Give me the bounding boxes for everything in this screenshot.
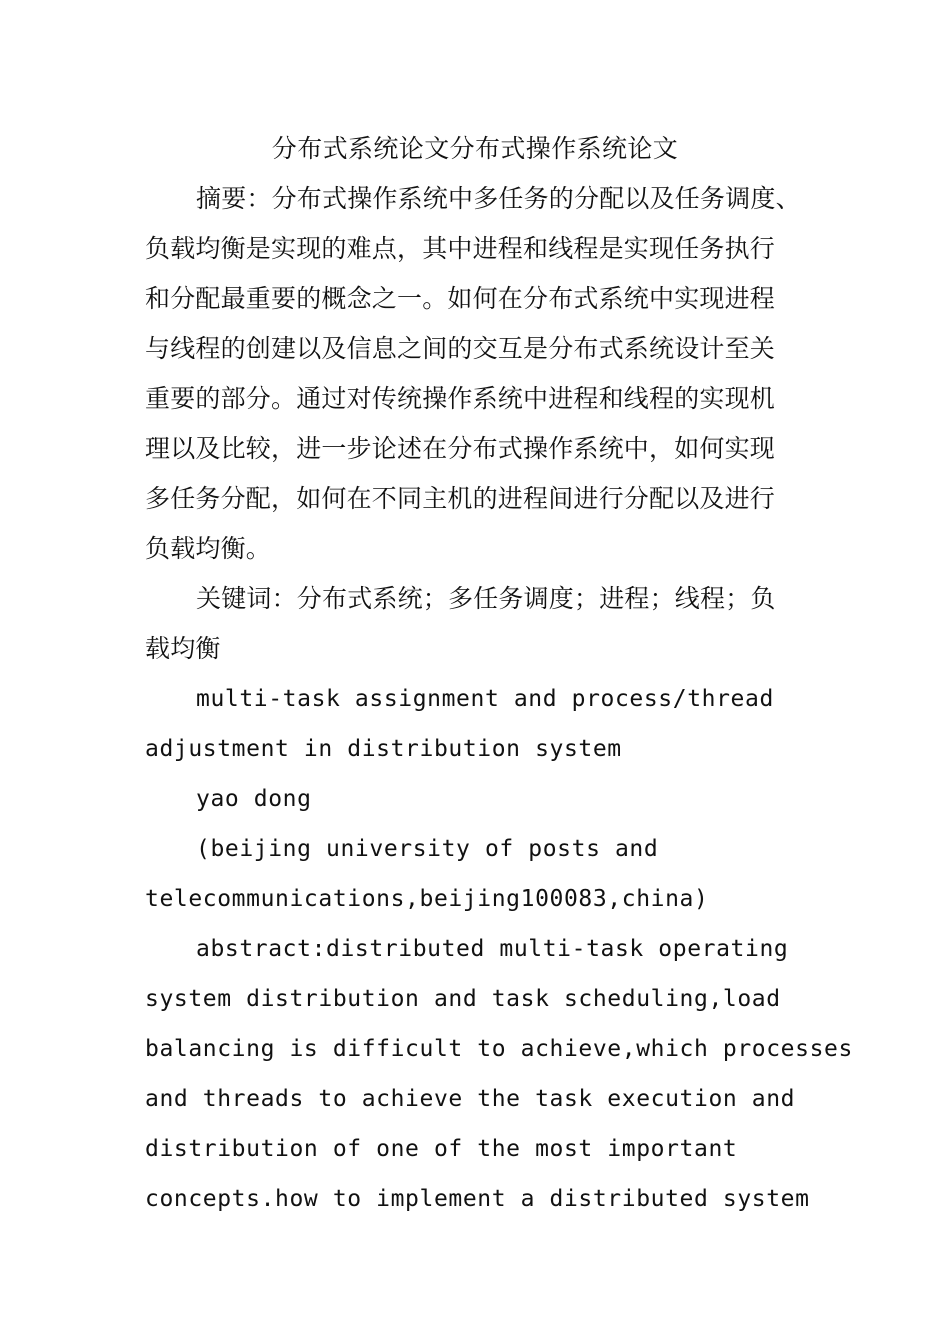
english-title-line: multi-task assignment and process/thread <box>196 686 774 712</box>
affiliation-line: telecommunications,beijing100083,china) <box>145 886 709 912</box>
abstract-cn-line: 多任务分配，如何在不同主机的进程间进行分配以及进行 <box>145 484 776 513</box>
abstract-cn-line: 重要的部分。通过对传统操作系统中进程和线程的实现机 <box>145 384 776 413</box>
abstract-cn-line: 负载均衡是实现的难点，其中进程和线程是实现任务执行 <box>145 234 776 263</box>
page-title: 分布式系统论文分布式操作系统论文 <box>271 134 679 163</box>
affiliation-line: (beijing university of posts and <box>196 836 659 862</box>
abstract-en-line: concepts.how to implement a distributed system <box>145 1186 810 1212</box>
abstract-en-line: and threads to achieve the task execution and <box>145 1086 796 1112</box>
keywords-cn-line: 载均衡 <box>145 634 221 663</box>
abstract-cn-line: 理以及比较，进一步论述在分布式操作系统中，如何实现 <box>145 434 776 463</box>
abstract-cn-line: 和分配最重要的概念之一。如何在分布式系统中实现进程 <box>145 284 776 313</box>
author-name: yao dong <box>196 786 312 812</box>
abstract-en-line: balancing is difficult to achieve,which processes <box>145 1036 853 1062</box>
abstract-en-line: system distribution and task scheduling,load <box>145 986 781 1012</box>
abstract-cn-line: 与线程的创建以及信息之间的交互是分布式系统设计至关 <box>145 334 776 363</box>
english-title-line: adjustment in distribution system <box>145 736 622 762</box>
keywords-cn-line: 关键词：分布式系统；多任务调度；进程；线程；负 <box>196 584 776 613</box>
abstract-cn-line: 摘要：分布式操作系统中多任务的分配以及任务调度、 <box>196 184 801 213</box>
abstract-cn-line: 负载均衡。 <box>145 534 272 563</box>
abstract-en-line: abstract:distributed multi-task operating <box>196 936 789 962</box>
abstract-en-line: distribution of one of the most important <box>145 1136 738 1162</box>
